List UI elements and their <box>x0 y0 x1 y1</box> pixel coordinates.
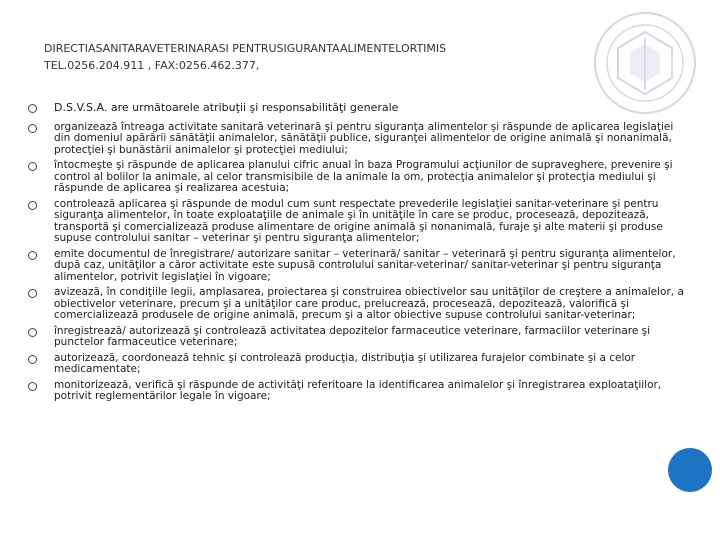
bullet-icon <box>28 104 37 113</box>
header <box>44 40 604 74</box>
bullet-icon <box>28 124 37 133</box>
bullet-icon <box>28 328 37 337</box>
list-item: organizează întreaga activitate sanitară veterinară şi pentru siguranţa alimentelor şi răspunde de aplicarea legislaţiei din domeniul apărării sănătăţii animalelor, sănătăţii publice, siguranţei alimentelor de origine animală şi nonanimală, protecţiei şi bunăstării animalelor şi protecţiei mediului; <box>26 122 690 157</box>
list-item: înregistrează/ autorizează şi controlează activitatea depozitelor farmaceutice veterinare, farmaciilor veterinare şi punctelor farmaceutice veterinare; <box>26 326 690 349</box>
header-contact: TEL.0256.204.911 , FAX:0256.462.377, <box>44 59 260 72</box>
list-item: D.S.V.S.A. are următoarele atribuţii şi responsabilităţi generale <box>26 102 690 114</box>
bullet-icon <box>28 251 37 260</box>
list-item: emite documentul de înregistrare/ autorizare sanitar – veterinară/ sanitar – veterinară şi pentru siguranţa alimentelor, după caz, unităţilor a căror activitate este supusă controlului sanitar-veterinar/ sanitar-veterinar şi pentru siguranţa alimentelor, potrivit legislaţiei în vigoare; <box>26 249 690 284</box>
list-item: întocmeşte şi răspunde de aplicarea planului cifric anual în baza Programului acţiunilor de supraveghere, prevenire şi control al bolilor la animale, al celor transmisibile de la animale la om, protecţia animalelor şi protecţia mediului şi răspunde de aplicarea şi realizarea acestuia; <box>26 160 690 195</box>
bullet-icon <box>28 289 37 298</box>
bullet-icon <box>28 355 37 364</box>
header-title: DIRECTIASANITARAVETERINARASI PENTRUSIGURANTAALIMENTELORTIMIS <box>44 42 447 55</box>
bullet-icon <box>28 382 37 391</box>
bullet-icon <box>28 162 37 171</box>
list-item: autorizează, coordonează tehnic şi controlează producţia, distribuţia şi utilizarea furajelor combinate şi a celor medicamentate; <box>26 353 690 376</box>
list-item: avizează, în condiţiile legii, amplasarea, proiectarea şi construirea obiectivelor sau unităţilor de creştere a animalelor, a obiectivelor veterinare, precum şi a unităţilor care produc, prelucrează, procesează, depozitează, valorifică şi comercializează produsele de origine animală, precum şi a altor obiective supuse controlului sanitar-veterinar; <box>26 287 690 322</box>
accent-circle <box>668 448 712 492</box>
list-item: controlează aplicarea şi răspunde de modul cum sunt respectate prevederile legislaţiei sanitar-veterinare şi pentru siguranţa alimentelor, în toate exploataţiile de animale şi în unităţile în care se produc, procesează, depozitează, transportă şi comercializează produse alimentare de origine animală şi nonanimală, furaje şi alte materii şi produse supuse controlului sanitar – veterinar şi pentru siguranţa alimentelor; <box>26 199 690 245</box>
list-item: monitorizează, verifică şi răspunde de activităţi referitoare la identificarea animalelor şi înregistrarea exploataţiilor, potrivit reglementărilor legale în vigoare; <box>26 380 690 403</box>
bullet-icon <box>28 201 37 210</box>
responsibilities-list <box>26 100 690 407</box>
